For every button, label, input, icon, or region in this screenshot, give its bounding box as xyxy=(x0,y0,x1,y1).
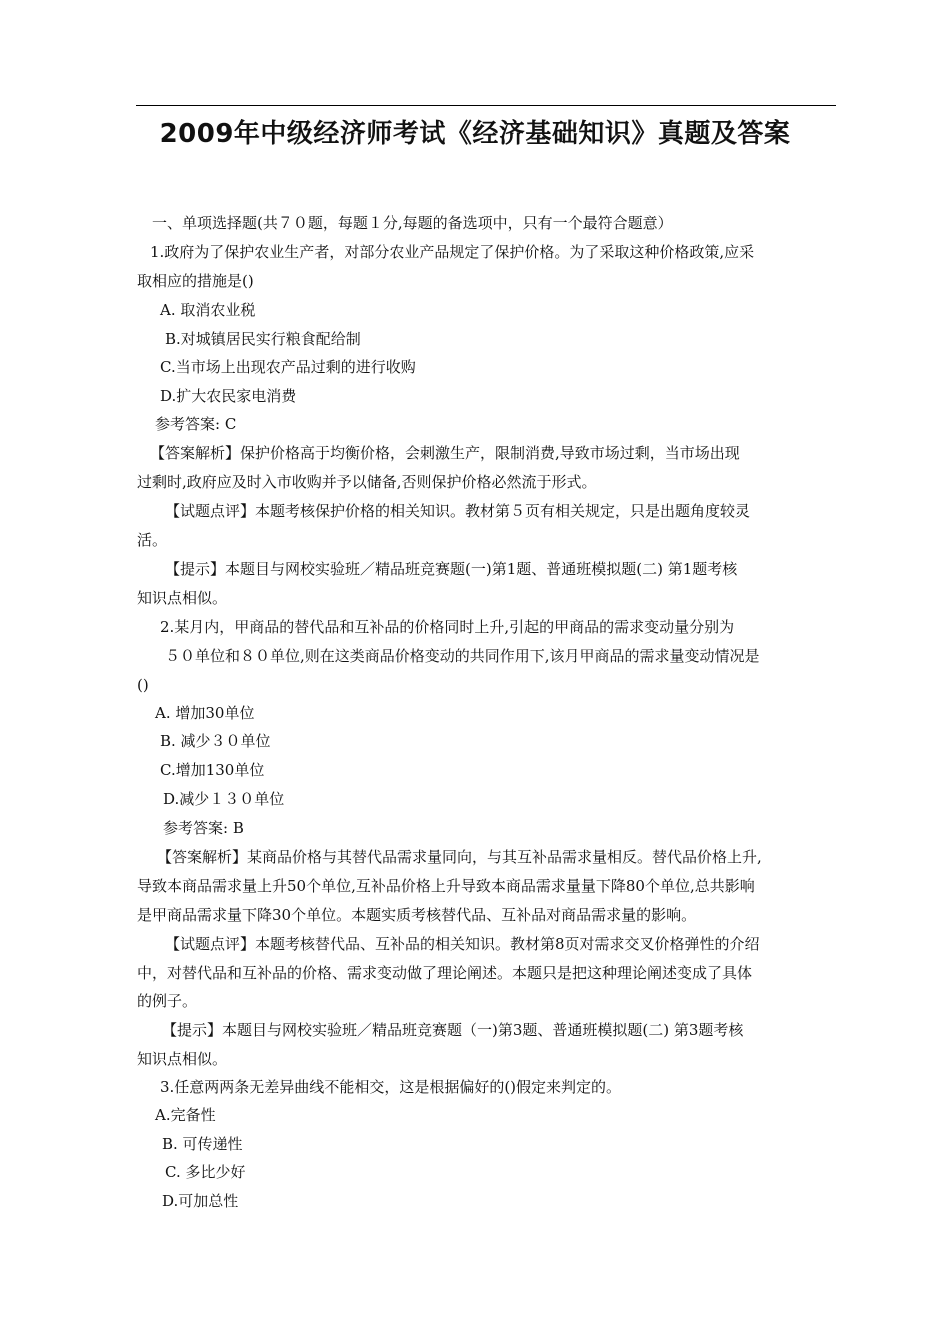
question-2-answer: 参考答案: B xyxy=(163,819,244,837)
question-1-hint: 【提示】本题目与网校实验班／精品班竞赛题(一)第1题、普通班模拟题(二) 第1题考核 xyxy=(165,560,738,578)
question-1-stem: 1.政府为了保护农业生产者，对部分农业产品规定了保护价格。为了采取这种价格政策,应采 xyxy=(150,243,755,261)
question-2-review-cont: 中，对替代品和互补品的价格、需求变动做了理论阐述。本题只是把这种理论阐述变成了具体 xyxy=(137,964,753,982)
question-2-stem-cont: ５０单位和８０单位,则在这类商品价格变动的共同作用下,该月甲商品的需求量变动情况是 xyxy=(165,647,760,665)
question-3-option-c: C. 多比少好 xyxy=(165,1163,246,1181)
question-3-stem: 3.任意两两条无差异曲线不能相交，这是根据偏好的()假定来判定的。 xyxy=(160,1078,622,1096)
question-1-option-d: D.扩大农民家电消费 xyxy=(160,387,297,405)
question-2-review-end: 的例子。 xyxy=(137,992,198,1010)
question-2-option-a: A. 增加30单位 xyxy=(155,704,255,722)
question-1-stem-cont: 取相应的措施是() xyxy=(137,272,254,290)
question-1-answer: 参考答案: C xyxy=(155,415,237,433)
question-2-hint-cont: 知识点相似。 xyxy=(137,1050,228,1068)
question-1-analysis-cont: 过剩时,政府应及时入市收购并予以储备,否则保护价格必然流于形式。 xyxy=(137,473,597,491)
question-3-option-d: D.可加总性 xyxy=(162,1192,239,1210)
question-1-review: 【试题点评】本题考核保护价格的相关知识。教材第５页有相关规定，只是出题角度较灵 xyxy=(165,502,751,520)
question-2-review: 【试题点评】本题考核替代品、互补品的相关知识。教材第8页对需求交叉价格弹性的介绍 xyxy=(165,935,760,953)
page-title: 2009年中级经济师考试《经济基础知识》真题及答案 xyxy=(159,119,791,149)
question-1-option-a: A. 取消农业税 xyxy=(160,301,256,319)
question-2-option-c: C.增加130单位 xyxy=(160,761,265,779)
question-1-option-c: C.当市场上出现农产品过剩的进行收购 xyxy=(160,358,416,376)
header-rule xyxy=(136,105,836,106)
question-1-hint-cont: 知识点相似。 xyxy=(137,589,228,607)
question-1-analysis: 【答案解析】保护价格高于均衡价格，会刺激生产，限制消费,导致市场过剩，当市场出现 xyxy=(150,444,740,462)
question-2-option-b: B. 减少３０单位 xyxy=(160,732,271,750)
question-3-option-b: B. 可传递性 xyxy=(162,1135,243,1153)
question-2-analysis-end: 是甲商品需求量下降30个单位。本题实质考核替代品、互补品对商品需求量的影响。 xyxy=(137,906,697,924)
question-1-review-cont: 活。 xyxy=(137,531,168,549)
question-2-analysis-cont: 导致本商品需求量上升50个单位,互补品价格上升导致本商品需求量量下降80个单位,总共影响 xyxy=(137,877,755,895)
question-2-option-d: D.减少１３０单位 xyxy=(163,790,285,808)
question-2-stem: 2.某月内，甲商品的替代品和互补品的价格同时上升,引起的甲商品的需求变动量分别为 xyxy=(160,618,735,636)
question-2-analysis: 【答案解析】某商品价格与其替代品需求量同向，与其互补品需求量相反。替代品价格上升, xyxy=(157,848,762,866)
question-1-option-b: B.对城镇居民实行粮食配给制 xyxy=(165,330,361,348)
section-heading: 一、单项选择题(共７０题，每题１分,每题的备选项中，只有一个最符合题意） xyxy=(152,214,673,232)
question-2-hint: 【提示】本题目与网校实验班／精品班竞赛题（一)第3题、普通班模拟题(二) 第3题考核 xyxy=(162,1021,744,1039)
question-2-stem-end: () xyxy=(137,676,149,694)
question-3-option-a: A.完备性 xyxy=(155,1106,216,1124)
